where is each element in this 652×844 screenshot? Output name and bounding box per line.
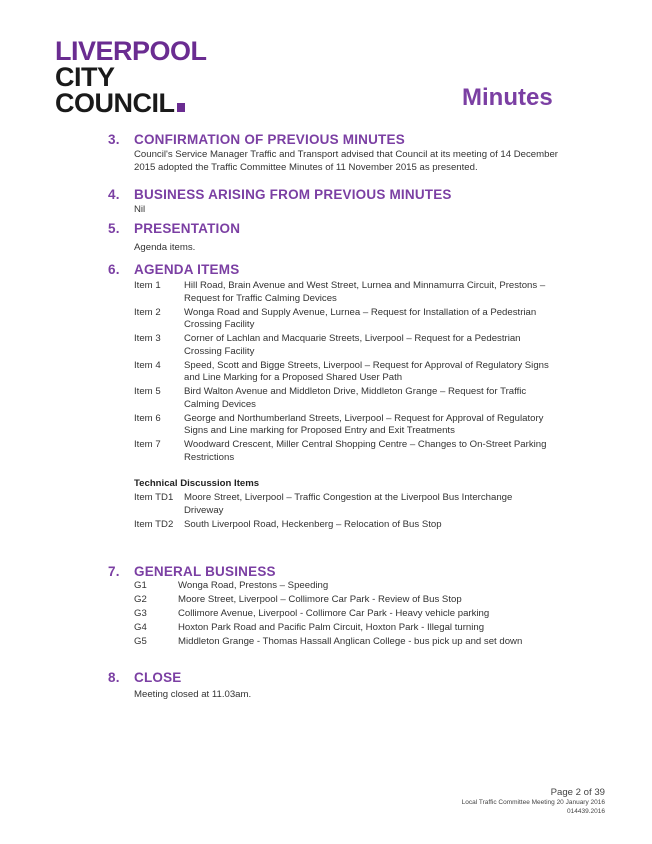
item-code: G5 — [134, 636, 147, 647]
item-code: Item TD2 — [134, 518, 174, 530]
section-number: 8. — [108, 670, 120, 685]
item-text: Hill Road, Brain Avenue and West Street, Lurnea and Minnamurra Circuit, Prestons – Request for Traffic Calming Devices — [184, 280, 546, 304]
logo-mark-icon — [177, 103, 185, 112]
logo-line-3: COUNCIL — [55, 90, 207, 116]
council-logo — [55, 38, 207, 116]
list-item — [134, 280, 549, 305]
item-code: G3 — [134, 608, 147, 619]
list-item — [134, 622, 543, 635]
section-agenda-items — [108, 262, 549, 533]
footer-meeting-line: Local Traffic Committee Meeting 20 January 2016 — [461, 799, 605, 806]
item-text: South Liverpool Road, Heckenberg – Relocation of Bus Stop — [184, 518, 442, 530]
section-heading: CLOSE — [134, 670, 182, 685]
section-number: 6. — [108, 262, 120, 277]
section-number: 7. — [108, 564, 120, 579]
section-number: 4. — [108, 187, 120, 202]
section-heading: CONFIRMATION OF PREVIOUS MINUTES — [134, 132, 405, 147]
item-code: Item 2 — [134, 306, 161, 318]
list-item — [134, 333, 549, 358]
footer-reference: 014439.2016 — [567, 808, 605, 815]
section-number: 3. — [108, 132, 120, 147]
list-item — [134, 580, 543, 593]
list-item — [134, 608, 543, 621]
item-text: Wonga Road, Prestons – Speeding — [178, 580, 329, 591]
section-close — [108, 670, 559, 702]
item-code: G2 — [134, 594, 147, 605]
page-number: Page 2 of 39 — [550, 787, 605, 798]
item-text: Hoxton Park Road and Pacific Palm Circuit, Hoxton Park - Illegal turning — [178, 622, 485, 633]
item-text: Corner of Lachlan and Macquarie Streets, Liverpool – Request for a Pedestrian Crossing Facility — [184, 333, 521, 357]
item-code: Item 1 — [134, 280, 161, 291]
section-body: Nil — [134, 204, 146, 215]
item-text: Middleton Grange - Thomas Hassall Anglican College - bus pick up and set down — [178, 636, 523, 647]
item-text: Speed, Scott and Bigge Streets, Liverpool – Request for Approval of Regulatory Signs and Line Marking for a Proposed Shared User Path — [184, 359, 549, 383]
section-confirmation — [108, 132, 559, 174]
list-item — [134, 519, 549, 532]
technical-discussion-heading: Technical Discussion Items — [134, 478, 260, 489]
section-body: Council's Service Manager Traffic and Transport advised that Council at its meeting of 14 December 2015 adopted the Traffic Committee Minutes of 11 November 2015 as presented. — [134, 149, 558, 173]
item-code: Item TD1 — [134, 492, 174, 503]
item-text: Bird Walton Avenue and Middleton Drive, Middleton Grange – Request for Traffic Calming Devices — [184, 386, 527, 410]
item-code: Item 3 — [134, 333, 161, 344]
item-code: G4 — [134, 622, 147, 633]
item-code: Item 7 — [134, 439, 161, 450]
list-item — [134, 413, 549, 438]
list-item — [134, 492, 549, 517]
item-text: George and Northumberland Streets, Liverpool – Request for Approval of Regulatory Signs and Line marking for Proposed Entry and Exit Treatments — [184, 412, 544, 436]
section-number: 5. — [108, 221, 120, 236]
list-item — [134, 439, 549, 464]
item-text: Moore Street, Liverpool – Collimore Car Park - Review of Bus Stop — [178, 594, 462, 605]
list-item — [134, 386, 549, 411]
section-body: Meeting closed at 11.03am. — [134, 689, 252, 700]
item-text: Moore Street, Liverpool – Traffic Congestion at the Liverpool Bus Interchange Driveway — [184, 492, 513, 516]
item-code: G1 — [134, 580, 147, 591]
general-business-list — [134, 580, 543, 649]
list-item — [134, 360, 549, 385]
section-body: Agenda items. — [134, 242, 196, 253]
list-item — [134, 307, 549, 332]
list-item — [134, 594, 543, 607]
agenda-list — [134, 280, 549, 531]
section-heading: PRESENTATION — [134, 221, 241, 236]
logo-line-2: CITY — [55, 62, 115, 92]
item-code: Item 6 — [134, 412, 161, 424]
section-heading: BUSINESS ARISING FROM PREVIOUS MINUTES — [134, 187, 452, 202]
page-footer — [462, 787, 605, 816]
document-title: Minutes — [462, 84, 553, 111]
list-item — [134, 636, 543, 649]
item-text: Woodward Crescent, Miller Central Shopping Centre – Changes to On-Street Parking Restrictions — [184, 439, 547, 463]
section-general-business — [108, 564, 543, 650]
section-presentation — [108, 221, 559, 255]
item-text: Wonga Road and Supply Avenue, Lurnea – Request for Installation of a Pedestrian Crossing Facility — [184, 306, 537, 330]
item-code: Item 5 — [134, 386, 161, 397]
section-business-arising — [108, 187, 559, 217]
section-heading: GENERAL BUSINESS — [134, 564, 276, 579]
section-heading: AGENDA ITEMS — [134, 262, 240, 277]
item-text: Collimore Avenue, Liverpool - Collimore Car Park - Heavy vehicle parking — [178, 608, 490, 619]
logo-line-1: LIVERPOOL — [55, 36, 207, 66]
item-code: Item 4 — [134, 359, 161, 371]
